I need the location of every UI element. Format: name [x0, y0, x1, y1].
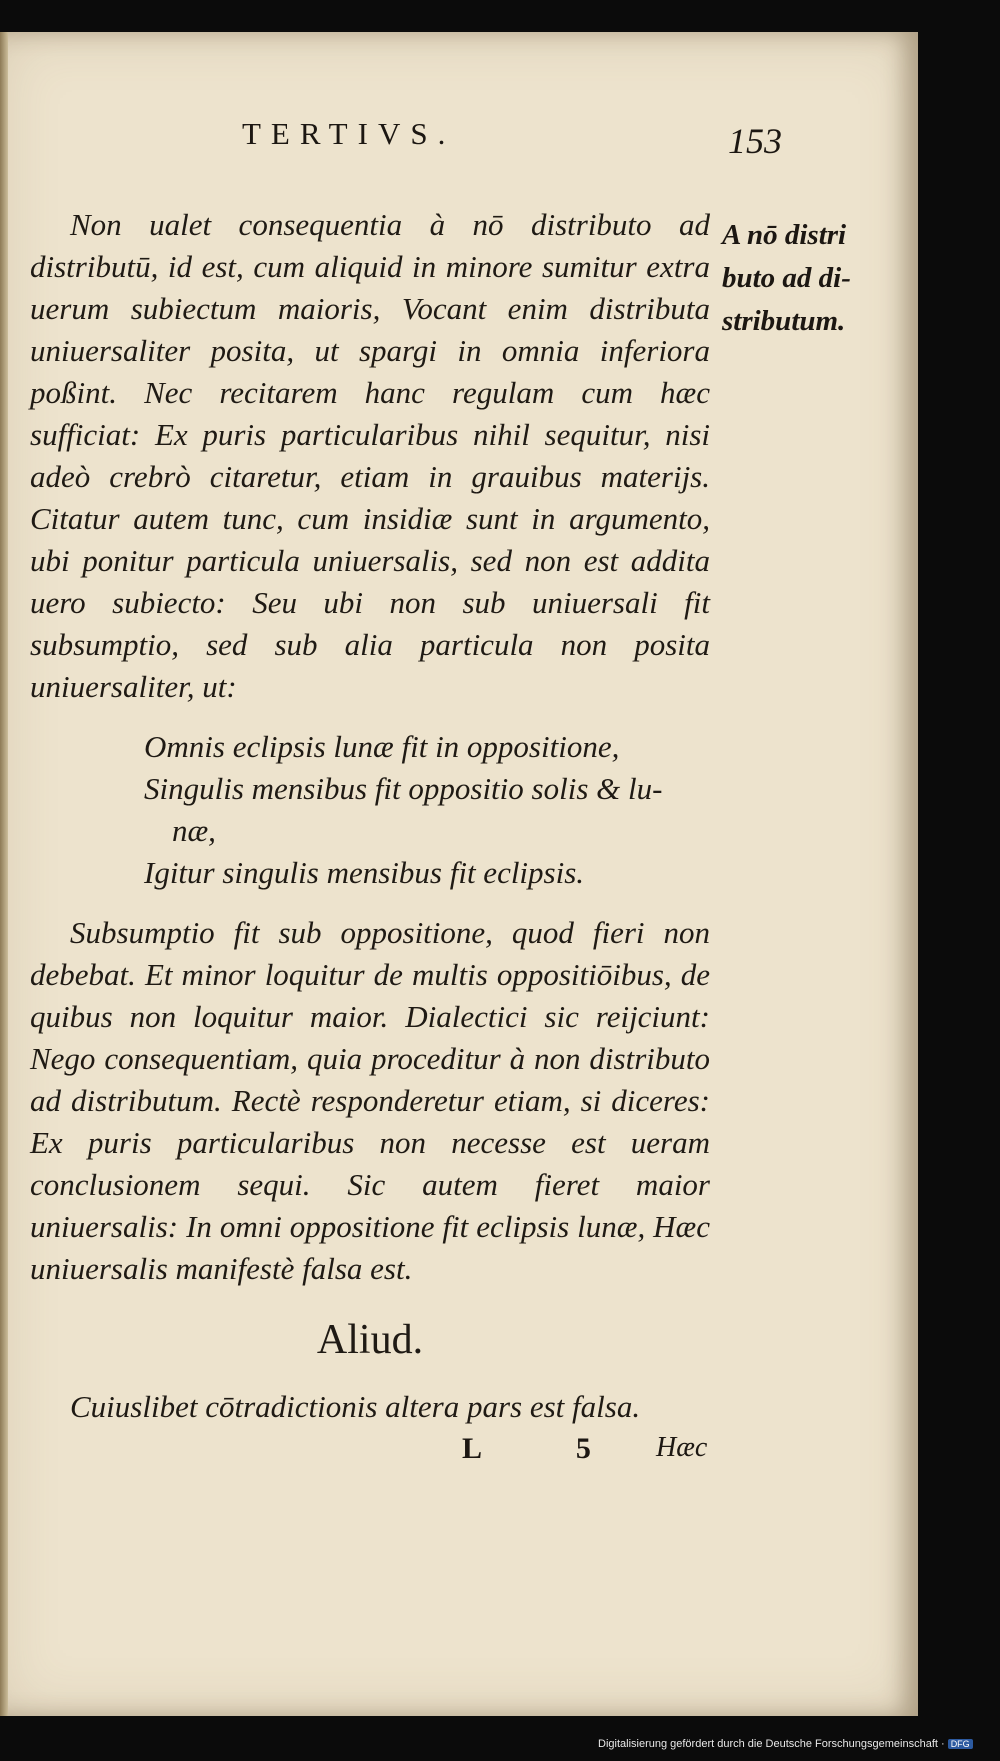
- digitization-credit: [598, 1738, 973, 1750]
- syllogism-conclusion: Igitur singulis mensibus fit eclipsis.: [144, 855, 585, 890]
- marginal-note-line: buto ad di-: [722, 262, 851, 294]
- marginal-note-line: A nō distri: [722, 219, 847, 251]
- section-heading: Aliud.: [316, 1317, 424, 1363]
- dfg-logo-icon: DFG: [948, 1739, 973, 1749]
- signature-line: [0, 1432, 720, 1472]
- credit-text: Digitalisierung gefördert durch die Deutsche Forschungsgemeinschaft ·: [598, 1738, 945, 1750]
- page-header: [0, 116, 918, 161]
- marginal-note-line: stributum.: [722, 305, 846, 337]
- book-page: [0, 32, 918, 1716]
- paragraph: Cuiuslibet cōtradictionis altera pars est falsa.: [70, 1389, 641, 1424]
- catchword: Hæc: [656, 1432, 708, 1463]
- marginal-note: [722, 214, 902, 343]
- syllogism-minor-premise-continued: næ,: [172, 813, 216, 848]
- syllogism-minor-premise: Singulis mensibus fit oppositio solis & lu-: [144, 771, 663, 806]
- signature-mark: L 5: [462, 1432, 635, 1465]
- running-head: TERTIVS.: [242, 116, 456, 151]
- paragraph: Subsumptio fit sub oppositione, quod fieri non debebat. Et minor loquitur de multis oppositiōibus, de quibus non loquitur maior. Dialectici sic reijciunt: Nego consequentiam, quia proceditur à non distributo ad distributum. Rectè responderetur etiam, si diceres: Ex puris particularibus non necesse est ueram conclusionem sequi. Sic autem fieret maior uniuersalis: In omni oppositione fit eclipsis lunæ, Hæc uniuersalis manifestè falsa est.: [30, 915, 710, 1286]
- syllogism-major-premise: Omnis eclipsis lunæ fit in oppositione,: [144, 729, 620, 764]
- page-number: 153: [728, 121, 782, 161]
- paragraph: Non ualet consequentia à nō distributo ad distributū, id est, cum aliquid in minore sumitur extra uerum subiectum maioris, Vocant enim distributa uniuersaliter posita, ut spargi in omnia inferiora poßint. Nec recitarem hanc regulam cum hæc sufficiat: Ex puris particularibus nihil sequitur, nisi adeò crebrò citaretur, etiam in grauibus materijs. Citatur autem tunc, cum insidiæ sunt in argumento, ubi ponitur particula uniuersalis, sed non est addita uero subiecto: Seu ubi non sub uniuersali fit subsumptio, sed sub alia particula non posita uniuersaliter, ut:: [30, 207, 710, 704]
- syllogism-block: [144, 726, 710, 894]
- main-text: [30, 204, 710, 1428]
